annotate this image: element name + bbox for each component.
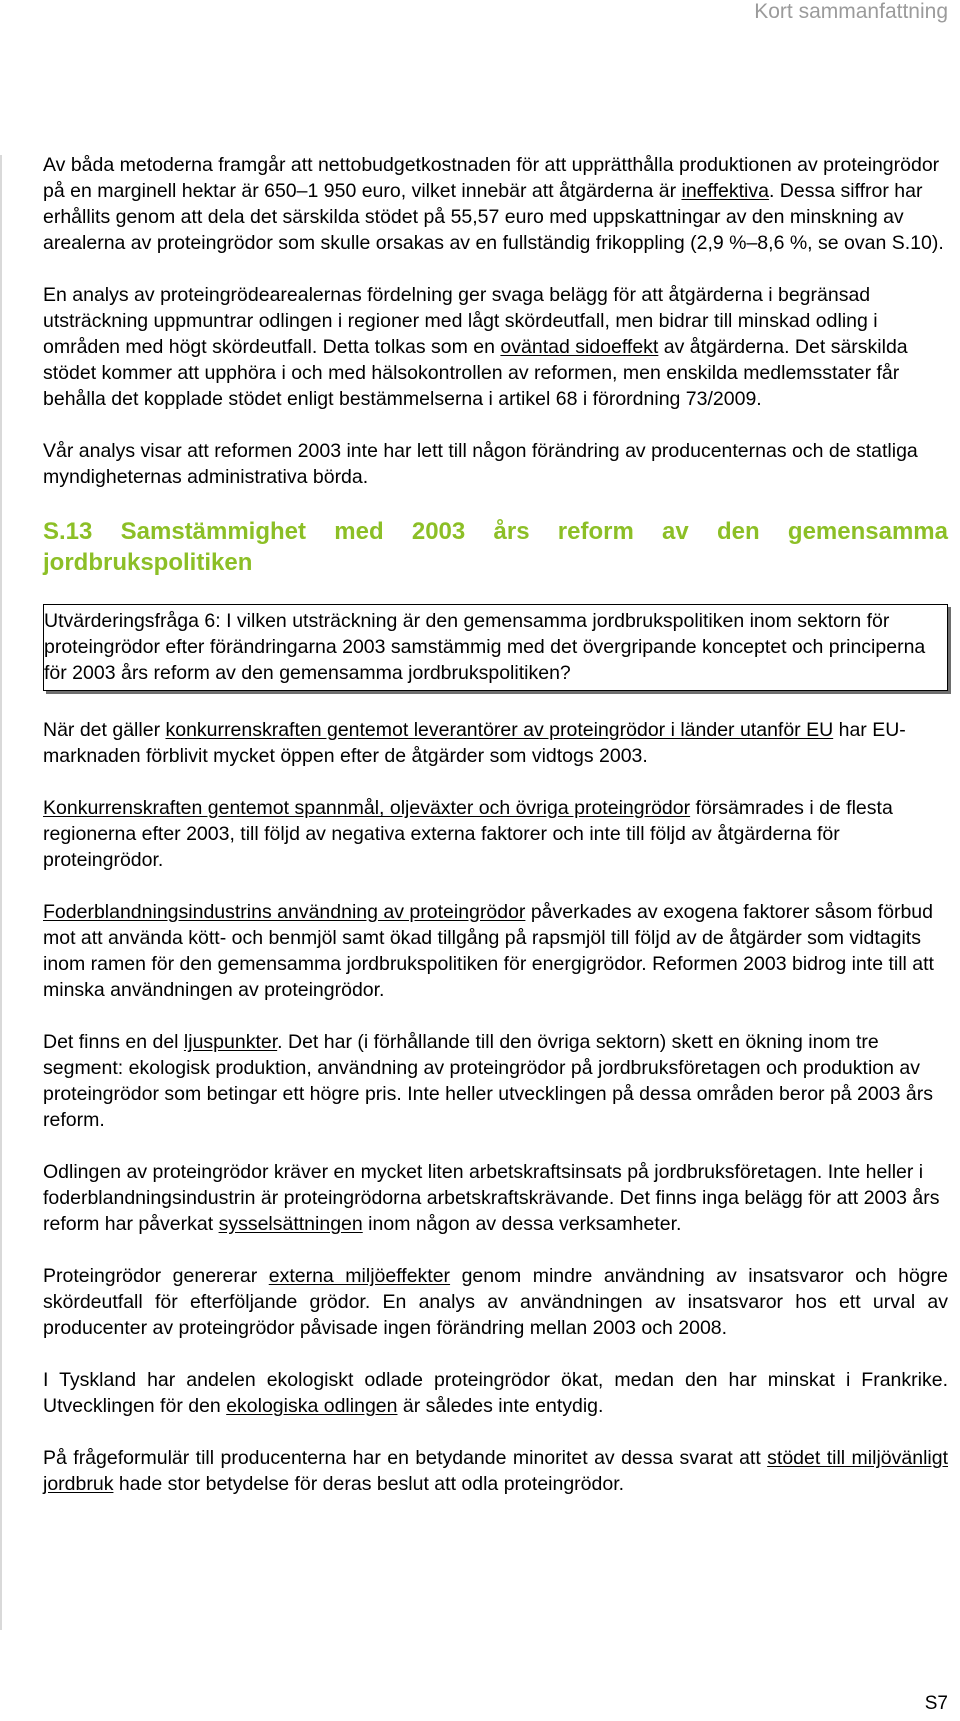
- paragraph-text: . Det har (i förhållande till den övriga sektorn) skett en ökning inom tre segment: ekologisk produktion, användning av proteingrödor på jordbruksföretagen och produktion av proteingrödor som betingar ett högre pris. Inte heller utvecklingen på dessa områden beror på 2003 års reform.: [43, 1031, 933, 1131]
- paragraph-employment: [43, 1159, 948, 1237]
- paragraph-text: Av båda metoderna framgår att nettobudgetkostnaden för att upprätthålla produktionen av proteingrödor på en marginell hektar är 650–1 950 euro, vilket innebär att åtgärderna är: [43, 154, 940, 202]
- paragraph-administrative-burden: Vår analys visar att reformen 2003 inte har lett till någon förändring av producenternas och de statliga myndigheternas administrativa börda.: [43, 440, 918, 488]
- underlined-term-ineffektiva: ineffektiva: [681, 180, 769, 202]
- page-number: S7: [924, 1693, 948, 1714]
- paragraph-text: hade stor betydelse för deras beslut att odla proteingrödor.: [113, 1473, 625, 1495]
- underlined-term-side-effect: oväntad sidoeffekt: [500, 336, 659, 358]
- paragraph-text: Det finns en del: [43, 1031, 184, 1053]
- underlined-term-competitiveness-suppliers: konkurrenskraften gentemot leverantörer av proteingrödor i länder utanför EU: [165, 719, 834, 741]
- underlined-term-employment: sysselsättningen: [218, 1213, 363, 1235]
- paragraph-text: Odlingen av proteingrödor kräver en mycket liten arbetskraftsinsats på jordbruksföretagen. Inte heller i foderblandningsindustrin är proteingrödorna arbetskraftskrävande. Det finns inga belägg för att 2003 års reform har påverkat: [43, 1161, 940, 1235]
- evaluation-question-box: Utvärderingsfråga 6: I vilken utsträckning är den gemensamma jordbrukspolitiken inom sektorn för proteingrödor efter förändringarna 2003 samstämmig med det övergripande konceptet och principerna för 2003 års reform av den gemensamma jordbrukspolitiken?: [43, 604, 948, 691]
- underlined-term-organic-farming: ekologiska odlingen: [226, 1395, 398, 1417]
- margin-rule: [0, 155, 2, 1630]
- paragraph-text: är således inte entydig.: [397, 1395, 604, 1417]
- underlined-term-environmental-effects: externa miljöeffekter: [268, 1265, 451, 1287]
- paragraph-text: genom mindre användning av insatsvaror och högre skördeutfall för efterföljande grödor. En analys av användningen av insatsvaror hos ett urval av producenter av proteingrödor påvisade ingen förändring mellan 2003 och 2008.: [43, 1265, 948, 1339]
- underlined-term-competitiveness-crops: Konkurrenskraften gentemot spannmål, oljeväxter och övriga proteingrödor: [43, 797, 691, 819]
- paragraph-net-budget-cost: [43, 152, 948, 256]
- paragraph-text: inom någon av dessa verksamheter.: [362, 1213, 682, 1235]
- underlined-term-feed-industry: Foderblandningsindustrins användning av proteingrödor: [43, 901, 526, 923]
- paragraph-environmental-effects: [43, 1263, 948, 1341]
- document-body: [43, 152, 948, 1523]
- paragraph-feed-industry: [43, 899, 948, 1003]
- running-header: Kort sammanfattning: [754, 0, 948, 23]
- paragraph-area-distribution: [43, 282, 948, 412]
- paragraph-text: När det gäller: [43, 719, 166, 741]
- paragraph-organic-farming: [43, 1367, 948, 1419]
- paragraph-text: har EU-marknaden förblivit mycket öppen efter de åtgärder som vidtogs 2003.: [43, 719, 906, 767]
- paragraph-text: . Dessa siffror har erhållits genom att dela det särskilda stödet på 55,57 euro med uppskattningar av den minskning av arealerna av proteingrödor som skulle orsakas av en fullständig frikoppling (2,9 %–8,6 %, se ovan S.10).: [43, 180, 944, 254]
- paragraph-text: Proteingrödor genererar: [43, 1265, 269, 1287]
- paragraph-competitiveness-outside-eu: [43, 717, 948, 769]
- paragraph-text: försämrades i de flesta regionerna efter 2003, till följd av negativa externa faktorer och inte till följd av åtgärderna för proteingrödor.: [43, 797, 893, 871]
- underlined-term-agri-environment-support: stödet till miljövänligt jordbruk: [43, 1447, 948, 1495]
- section-heading: S.13 Samstämmighet med 2003 års reform av den gemensamma jordbrukspolitiken: [43, 518, 948, 576]
- paragraph-text: En analys av proteingrödearealernas fördelning ger svaga belägg för att åtgärderna i begränsad utsträckning uppmuntrar odlingen i regioner med lågt skördeutfall, men bidrar till minskad odling i områden med högt skördeutfall. Detta tolkas som en: [43, 284, 878, 358]
- paragraph-text: påverkades av exogena faktorer såsom förbud mot att använda kött- och benmjöl samt ökad tillgång på rapsmjöl till följd av de åtgärder som vidtagits inom ramen för den gemensamma jordbrukspolitiken för energigrödor. Reformen 2003 bidrog inte till att minska användningen av proteingrödor.: [43, 901, 934, 1001]
- paragraph-bright-spots: [43, 1029, 948, 1133]
- paragraph-competitiveness-crops: [43, 795, 948, 873]
- underlined-term-ljuspunkter: ljuspunkter: [183, 1031, 278, 1053]
- paragraph-questionnaire: [43, 1445, 948, 1497]
- paragraph-text: I Tyskland har andelen ekologiskt odlade proteingrödor ökat, medan den har minskat i Frankrike. Utvecklingen för den: [43, 1369, 948, 1417]
- paragraph-text: av åtgärderna. Det särskilda stödet kommer att upphöra i och med hälsokontrollen av reformen, men enskilda medlemsstater får behålla det kopplade stödet enligt bestämmelserna i artikel 68 i förordning 73/2009.: [43, 336, 908, 410]
- paragraph-text: På frågeformulär till producenterna har en betydande minoritet av dessa svarat att: [43, 1447, 768, 1469]
